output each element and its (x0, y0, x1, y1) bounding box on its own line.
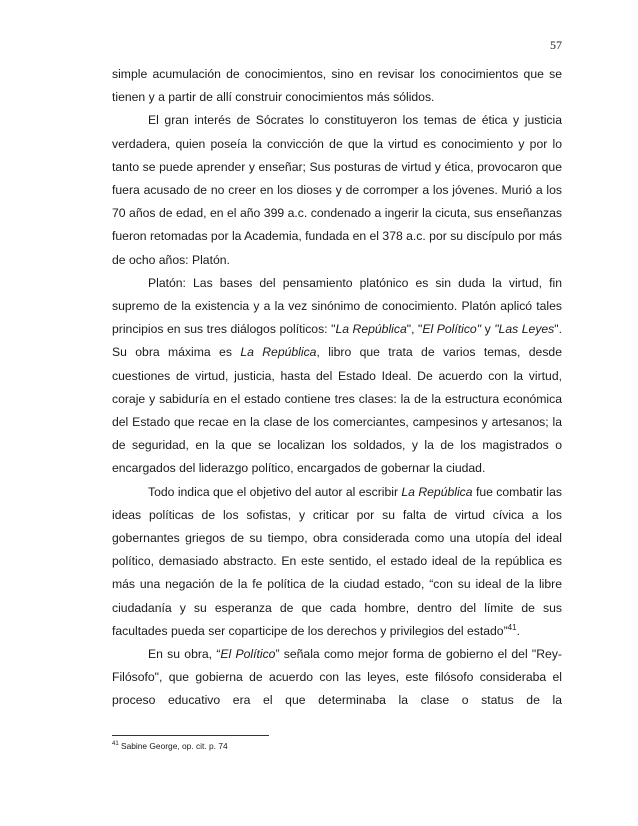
text-run: , libro que trata de varios temas, desde cuestiones de virtud, justicia, hasta del Estado Ideal. De acuerdo con la virtud, coraje y sabiduría en el estado contiene tres clases: la de la estructura económica del Estado que recae en la clase de los comerciantes, campesinos y artesanos; la de seguridad, en la que se localizan los soldados, y la de los magistrados o encargados del liderazgo político, encargados de gobernar la ciudad. (112, 345, 562, 476)
italic-title: La República (335, 322, 407, 337)
italic-title: El Político (220, 647, 276, 662)
paragraph-5 (112, 643, 562, 713)
italic-title: El Político" (422, 322, 482, 337)
italic-title: La República (401, 484, 473, 499)
text-run: y (481, 322, 495, 337)
footnote-text: Sabine George, op. cit. p. 74 (118, 741, 228, 751)
footnote (112, 741, 228, 751)
italic-title: "Las Leyes (494, 322, 555, 337)
text-run: Platón: Las bases del pensamiento platónico es sin duda la virtud, fin supremo de la existencia y a la vez sinónimo de conocimiento. Platón aplicó tales principios en sus tres diálogos políticos: " (112, 275, 562, 337)
body-text (112, 63, 562, 713)
paragraph-3 (112, 272, 562, 481)
paragraph-2: El gran interés de Sócrates lo constituyeron los temas de ética y justicia verdadera, quien poseía la convicción de que la virtud es conocimiento y por lo tanto se puede aprender y enseñar; Sus posturas de virtud y ética, provocaron que fuera acusado de no creer en los dioses y de corromper a los jóvenes. Murió a los 70 años de edad, en el año 399 a.c. condenado a ingerir la cicuta, sus enseñanzas fueron retomadas por la Academia, fundada en el 378 a.c. por su discípulo por más de ocho años: Platón. (112, 113, 562, 267)
paragraph-4 (112, 481, 562, 643)
text-run: fue combatir las ideas políticas de los sofistas, y criticar por su falta de virtud cívica a los gobernantes griegos de su tiempo, obra considerada como una utopía del ideal político, demasiado abstracto. En este sentido, el estado ideal de la república es más una negación de la fe política de la ciudad estado, “con su ideal de la libre ciudadanía y su esperanza de que cada hombre, dentro del límite de sus facultades pueda ser coparticipe de los derechos y privilegios del estado” (112, 484, 562, 638)
paragraph-1: simple acumulación de conocimientos, sino en revisar los conocimientos que se tienen y a partir de allí construir conocimientos más sólidos. (112, 67, 562, 105)
page-number: 57 (550, 38, 562, 52)
text-run: ” señala como mejor forma de gobierno el del "Rey-Filósofo", que gobierna de acuerdo con las leyes, este filósofo consideraba el proceso educativo era el que determinaba la clase o status de la (112, 647, 562, 708)
footnote-mark: 41 (112, 741, 119, 748)
text-run: En su obra, “ (148, 647, 221, 662)
text-run: ", " (406, 322, 423, 337)
text-run: Todo indica que el objetivo del autor al escribir (148, 484, 402, 499)
italic-title: La República (240, 345, 317, 360)
text-run: ". Su obra máxima es (112, 322, 562, 360)
footnote-reference: 41 (507, 622, 517, 632)
text-run: . (516, 623, 520, 638)
footnote-divider (112, 735, 269, 736)
